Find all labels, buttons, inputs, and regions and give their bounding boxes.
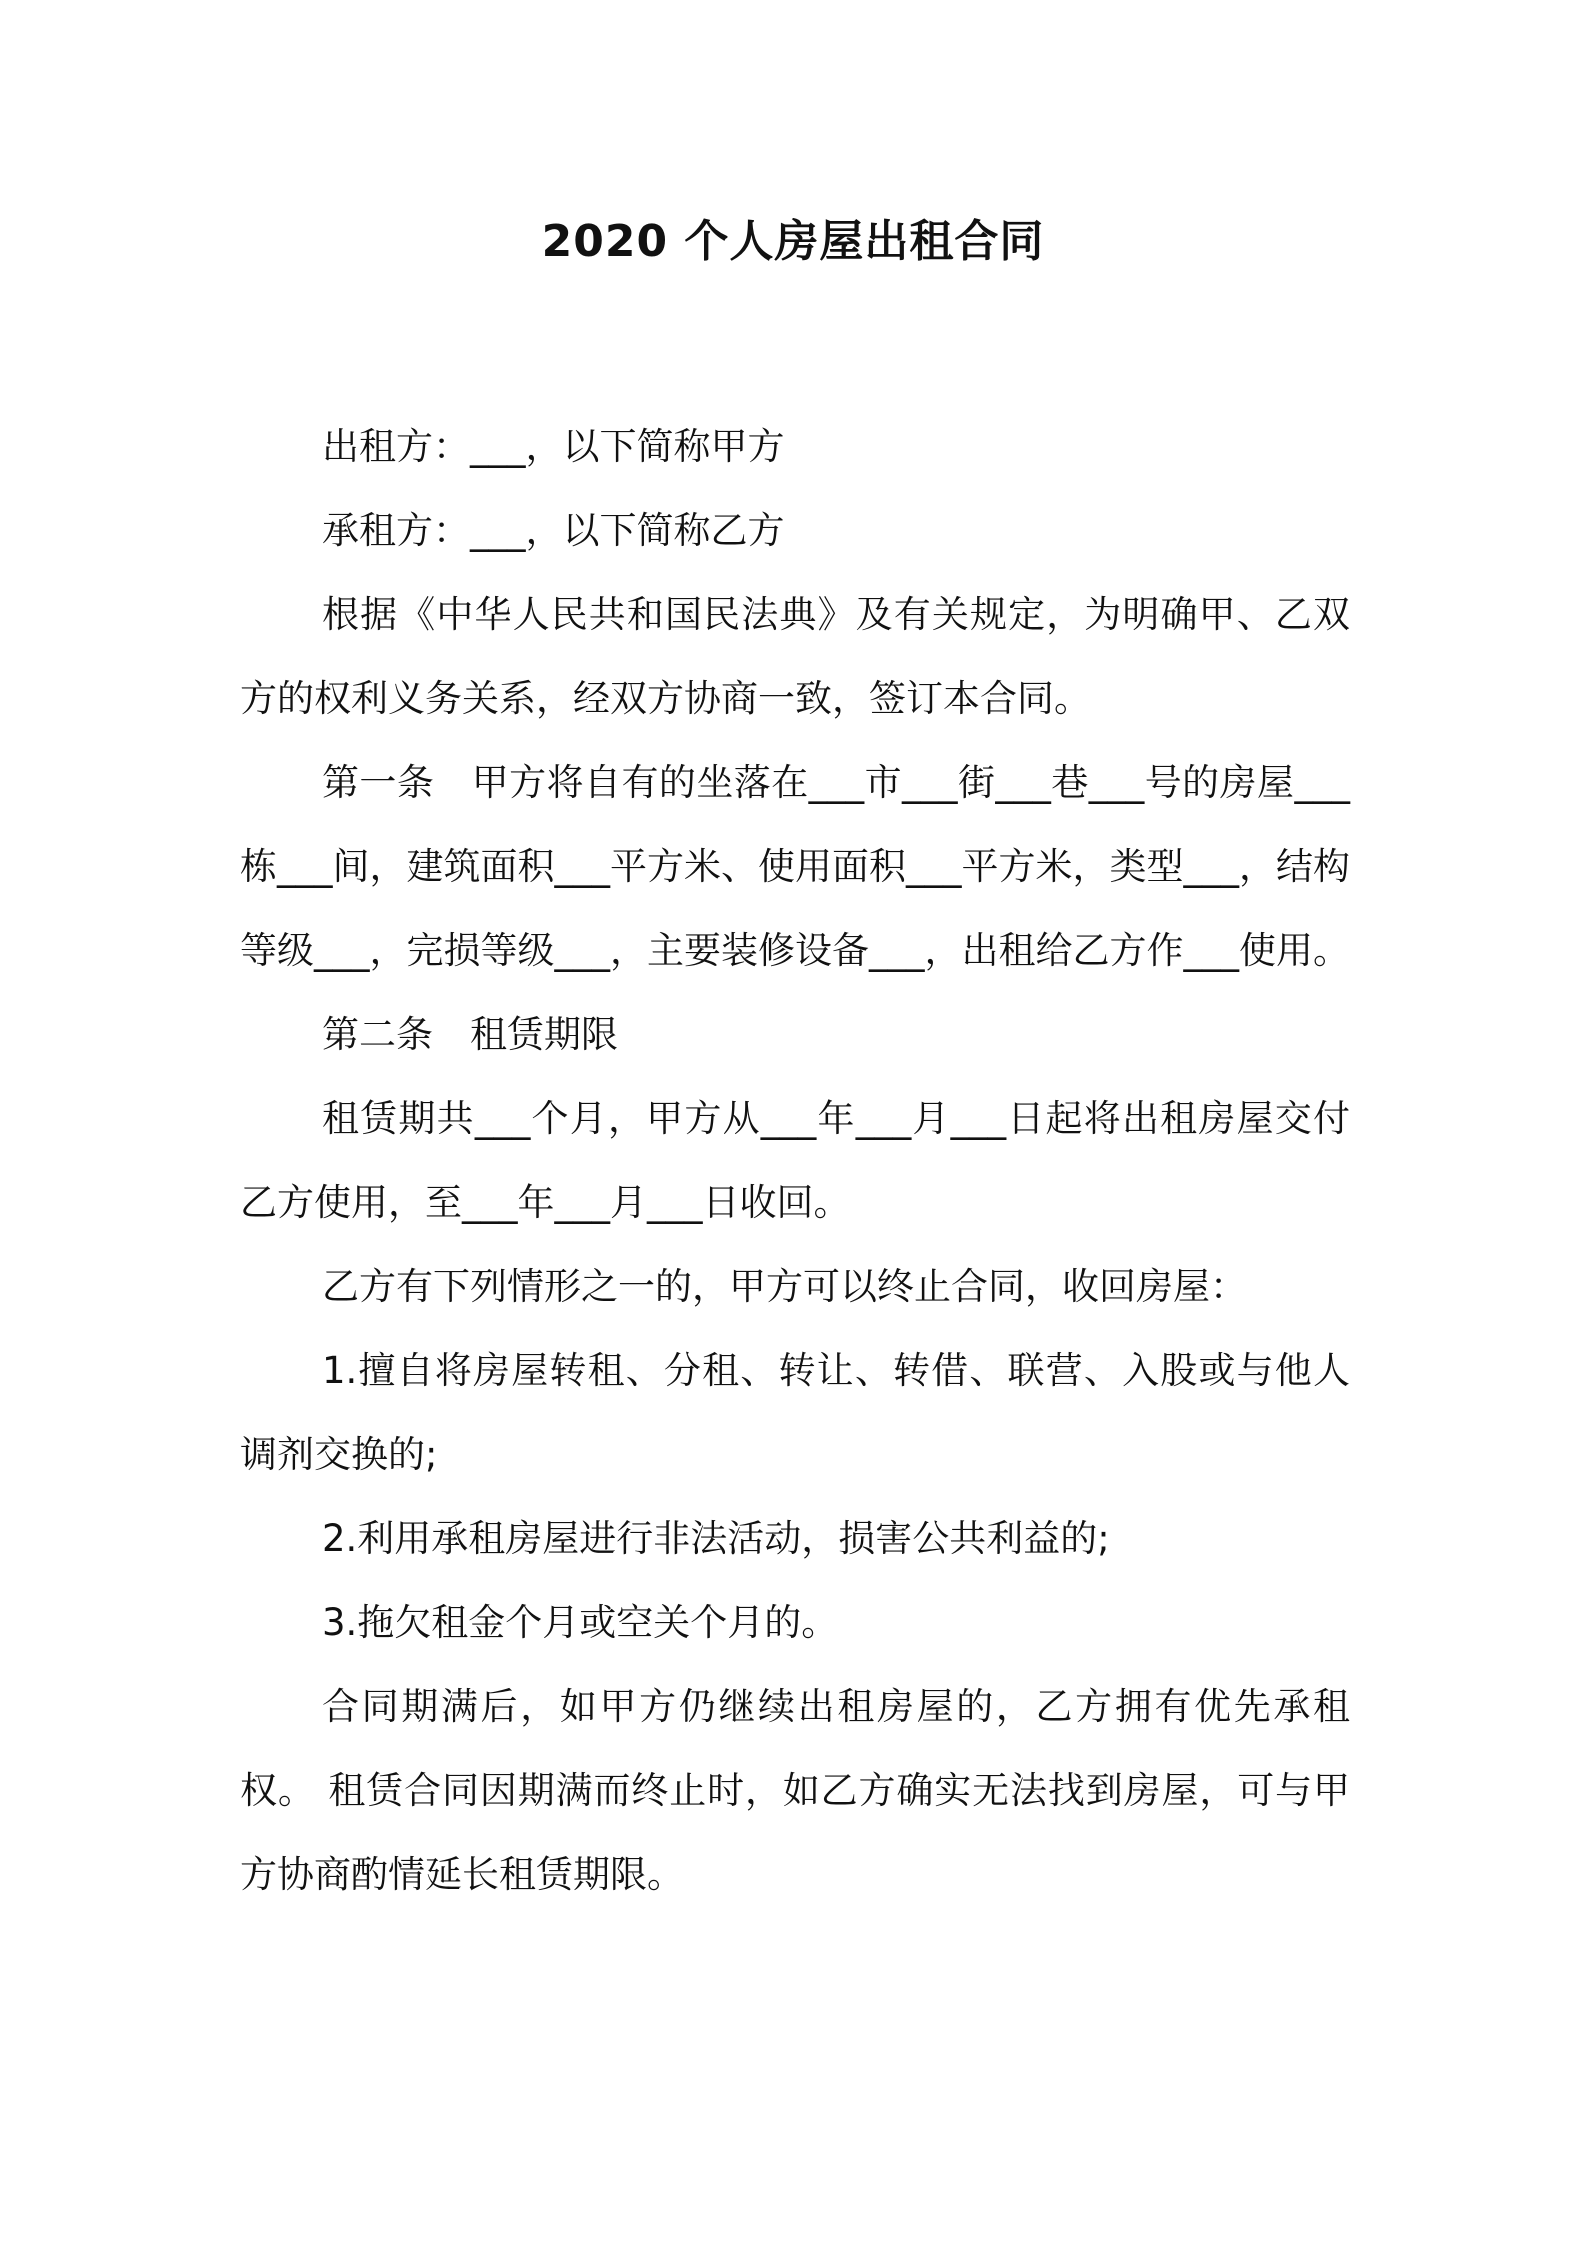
termination-item-2: 2.利用承租房屋进行非法活动，损害公共利益的;: [322, 1517, 1110, 1560]
article-1-paragraph: 第一条 甲方将自有的坐落在___市___街___巷___号的房屋___栋___间，建筑面积___平方米、使用面积___平方米，类型___，结构等级___，完损等级___，主要装修设备___，出租给乙方作___使用。: [240, 761, 1350, 972]
contract-body: [240, 405, 1350, 1917]
article-2-heading: 第二条 租赁期限: [322, 1013, 618, 1056]
lease-term-paragraph: 租赁期共___个月，甲方从___年___月___日起将出租房屋交付乙方使用，至___年___月___日收回。: [240, 1097, 1350, 1224]
document-title: 2020 个人房屋出租合同: [541, 216, 1045, 267]
renewal-paragraph: 合同期满后，如甲方仍继续出租房屋的，乙方拥有优先承租权。 租赁合同因期满而终止时，如乙方确实无法找到房屋，可与甲方协商酌情延长租赁期限。: [240, 1685, 1350, 1896]
termination-item-3: 3.拖欠租金个月或空关个月的。: [322, 1601, 839, 1644]
preamble-paragraph: 根据《中华人民共和国民法典》及有关规定，为明确甲、乙双方的权利义务关系，经双方协商一致，签订本合同。: [240, 593, 1350, 720]
lessor-line: 出租方：___，以下简称甲方: [322, 425, 785, 468]
termination-item-1: 1.擅自将房屋转租、分租、转让、转借、联营、入股或与他人调剂交换的;: [240, 1349, 1350, 1476]
lessee-line: 承租方：___，以下简称乙方: [322, 509, 785, 552]
termination-intro-paragraph: 乙方有下列情形之一的，甲方可以终止合同，收回房屋：: [322, 1265, 1247, 1308]
